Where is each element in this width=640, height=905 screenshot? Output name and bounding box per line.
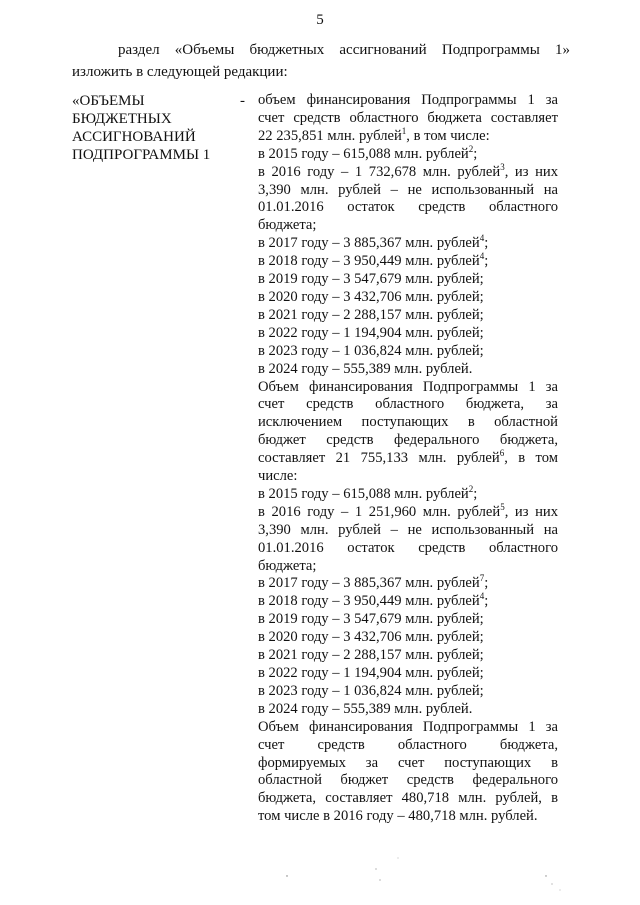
text-line-tail: , в том (504, 450, 558, 467)
text-line-main: в 2019 году – 3 547,679 млн. рублей; (258, 611, 484, 628)
text-line-main: в 2020 году – 3 432,706 млн. рублей; (258, 629, 484, 646)
footnote-marker: 4 (479, 591, 485, 602)
text-line-main: в 2018 году – 3 950,449 млн. рублей (258, 253, 480, 270)
text-line-main: в 2016 году – 1 251,960 млн. рублей (258, 503, 501, 520)
text-line-main: бюджета, составляет 480,718 млн. рублей, в (258, 790, 558, 807)
text-line-tail: ; (473, 145, 478, 162)
text-line-main: в 2017 году – 3 885,367 млн. рублей (258, 235, 480, 252)
footnote-marker: 2 (468, 484, 474, 495)
footnote-marker: 4 (479, 233, 485, 244)
text-line-main: в 2015 году – 615,088 млн. рублей (258, 485, 469, 502)
text-line-main: в 2024 году – 555,389 млн. рублей. (258, 360, 473, 377)
text-line-main: 01.01.2016 остаток средств областного (258, 199, 558, 216)
text-line-tail: ; (473, 485, 478, 502)
text-line-main: в 2021 году – 2 288,157 млн. рублей; (258, 306, 484, 323)
section-heading-line: БЮДЖЕТНЫХ (72, 111, 172, 127)
text-line-main: том числе в 2016 году – 480,718 млн. рублей. (258, 808, 538, 825)
footnote-marker: 5 (500, 501, 505, 512)
text-line-main: счет средств областного бюджета составляет (258, 109, 558, 126)
text-line-main: составляет 21 755,133 млн. рублей (258, 450, 500, 467)
section-heading-line: ПОДПРОГРАММЫ 1 (72, 147, 211, 163)
text-line-main: числе: (258, 468, 298, 485)
text-line-tail: , из них (504, 503, 559, 520)
text-line-main: в 2023 году – 1 036,824 млн. рублей; (258, 342, 484, 359)
text-line-main: в 2022 году – 1 194,904 млн. рублей; (258, 324, 484, 341)
footnote-marker: 6 (499, 448, 505, 459)
text-line-main: в 2019 году – 3 547,679 млн. рублей; (258, 271, 484, 288)
intro-line-2: изложить в следующей редакции: (72, 64, 288, 80)
text-line-tail: , в том числе: (406, 127, 490, 144)
text-line-main: объем финансирования Подпрограммы 1 за (258, 92, 558, 108)
text-line-main: формируемых за счет поступающих в (258, 754, 558, 771)
footnote-marker: 2 (468, 143, 474, 154)
text-line-main: 3,390 млн. рублей – не использованный на (258, 521, 558, 538)
text-line-main: Объем финансирования Подпрограммы 1 за (258, 718, 558, 735)
text-line-tail: ; (484, 235, 489, 252)
text-line-main: 3,390 млн. рублей – не использованный на (258, 181, 558, 198)
text-line-main: в 2020 году – 3 432,706 млн. рублей; (258, 288, 484, 305)
footnote-marker: 7 (479, 573, 485, 584)
text-line-tail: ; (484, 593, 489, 610)
text-line-main: бюджет средств федерального бюджета, (258, 432, 558, 449)
text-line-main: в 2015 году – 615,088 млн. рублей (258, 145, 469, 162)
text-line-tail: ; (484, 575, 489, 592)
section-heading-line: «ОБЪЕМЫ (72, 93, 145, 109)
dash-separator: - (240, 93, 245, 109)
text-line-main: в 2016 году – 1 732,678 млн. рублей (258, 163, 501, 180)
text-line-main: бюджета; (258, 557, 317, 574)
footnote-marker: 1 (401, 125, 407, 136)
text-line-main: счет средств областного бюджета, (258, 736, 558, 753)
section-heading-line: АССИГНОВАНИЙ (72, 129, 196, 145)
text-line-tail: ; (484, 253, 489, 270)
text-line-main: в 2024 году – 555,389 млн. рублей. (258, 700, 473, 717)
text-line-main: 01.01.2016 остаток средств областного (258, 539, 558, 556)
text-line-main: областной бюджет средств федерального (258, 772, 558, 789)
text-line-main: бюджета; (258, 217, 317, 234)
footnote-marker: 4 (479, 251, 485, 262)
text-line-main: в 2023 году – 1 036,824 млн. рублей; (258, 682, 484, 699)
footnote-marker: 3 (500, 161, 505, 172)
text-line-main: в 2022 году – 1 194,904 млн. рублей; (258, 665, 484, 681)
text-line-main: в 2017 году – 3 885,367 млн. рублей (258, 575, 480, 592)
text-line-main: Объем финансирования Подпрограммы 1 за (258, 378, 558, 395)
text-line-main: в 2018 году – 3 950,449 млн. рублей (258, 593, 480, 610)
text-line-main: исключением поступающих в областной (258, 414, 558, 431)
text-line-main: в 2021 году – 2 288,157 млн. рублей; (258, 647, 484, 664)
intro-line-1: раздел «Объемы бюджетных ассигнований Подпрограммы 1» (118, 42, 570, 58)
page-number: 5 (316, 12, 324, 28)
text-line-main: 22 235,851 млн. рублей (258, 127, 402, 144)
text-line-main: счет средств областного бюджета, за (258, 396, 558, 413)
text-line-tail: , из них (504, 163, 559, 180)
